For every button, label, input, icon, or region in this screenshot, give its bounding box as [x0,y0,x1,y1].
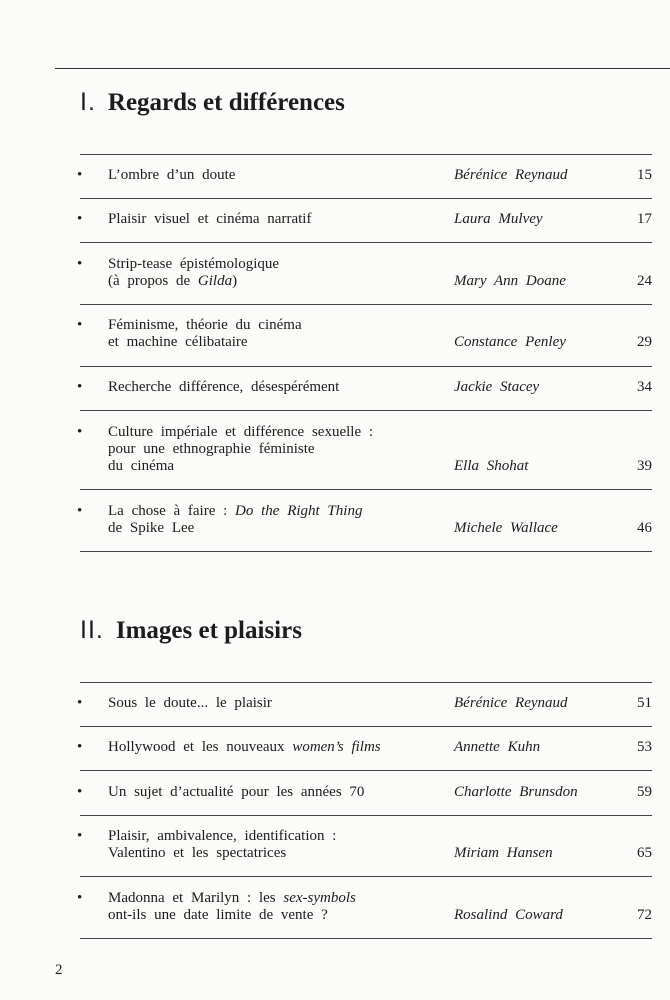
entry-author: Constance Penley [454,334,566,350]
entry-page: 24 [637,273,652,289]
entry-rule [80,366,652,367]
entry-title: Plaisir, ambivalence, identification : Valentino et les spectatrices [108,828,337,861]
entry-page: 29 [637,334,652,350]
entry-rule [80,938,652,939]
bullet: • [77,379,83,395]
entry-rule [80,726,652,727]
entry-page: 65 [637,845,652,861]
entry-rule [80,682,652,683]
entry-page: 51 [637,695,652,711]
entry-author: Ella Shohat [454,458,529,474]
section-title: Regards et différences [107,89,345,116]
entry-title: La chose à faire : Do the Right Thing de Spike Lee [108,503,363,536]
entry-rule [80,770,652,771]
entry-page: 17 [637,211,652,227]
bullet: • [77,167,83,183]
bullet: • [77,424,83,440]
entry-title: Recherche différence, désespérément [108,379,340,395]
page-number: 2 [55,962,63,978]
entry-title: L’ombre d’un doute [108,167,236,183]
entry-author: Bérénice Reynaud [454,167,568,183]
entry-title: Un sujet d’actualité pour les années 70 [108,784,365,800]
entry-page: 34 [637,379,652,395]
bullet: • [77,828,83,844]
entry-title: Strip-tease épistémologique (à propos de Gilda) [108,256,280,289]
entry-rule [80,410,652,411]
entry-page: 15 [637,167,652,183]
entry-page: 72 [637,907,652,923]
entry-rule [80,154,652,155]
entry-rule [80,551,652,552]
section-heading [80,88,345,117]
entry-page: 53 [637,739,652,755]
entry-author: Charlotte Brunsdon [454,784,578,800]
bullet: • [77,890,83,906]
entry-title: Plaisir visuel et cinéma narratif [108,211,312,227]
section-heading [80,616,302,645]
bullet: • [77,695,83,711]
entry-page: 39 [637,458,652,474]
entry-author: Annette Kuhn [454,739,541,755]
entry-author: Jackie Stacey [454,379,540,395]
entry-rule [80,876,652,877]
section-numeral: I. [80,88,96,116]
entry-title: Hollywood et les nouveaux women’s films [108,739,381,755]
entry-title: Culture impériale et différence sexuelle : pour une ethnographie féministe du cinéma [108,424,374,474]
bullet: • [77,503,83,519]
entry-author: Bérénice Reynaud [454,695,568,711]
entry-rule [80,304,652,305]
entry-title: Féminisme, théorie du cinéma et machine célibataire [108,317,302,350]
entry-page: 46 [637,520,652,536]
bullet: • [77,256,83,272]
entry-author: Michele Wallace [454,520,558,536]
entry-title: Sous le doute... le plaisir [108,695,272,711]
entry-rule [80,815,652,816]
bullet: • [77,739,83,755]
section-title: Images et plaisirs [115,617,302,644]
entry-rule [80,242,652,243]
entry-title: Madonna et Marilyn : les sex-symbols ont-ils une date limite de vente ? [108,890,356,923]
entry-author: Laura Mulvey [454,211,543,227]
entry-rule [80,198,652,199]
bullet: • [77,784,83,800]
entry-author: Rosalind Coward [454,907,563,923]
entry-rule [80,489,652,490]
entry-page: 59 [637,784,652,800]
bullet: • [77,317,83,333]
top-rule [55,68,670,69]
section-numeral: II. [80,616,104,644]
bullet: • [77,211,83,227]
entry-author: Miriam Hansen [454,845,553,861]
entry-author: Mary Ann Doane [454,273,566,289]
